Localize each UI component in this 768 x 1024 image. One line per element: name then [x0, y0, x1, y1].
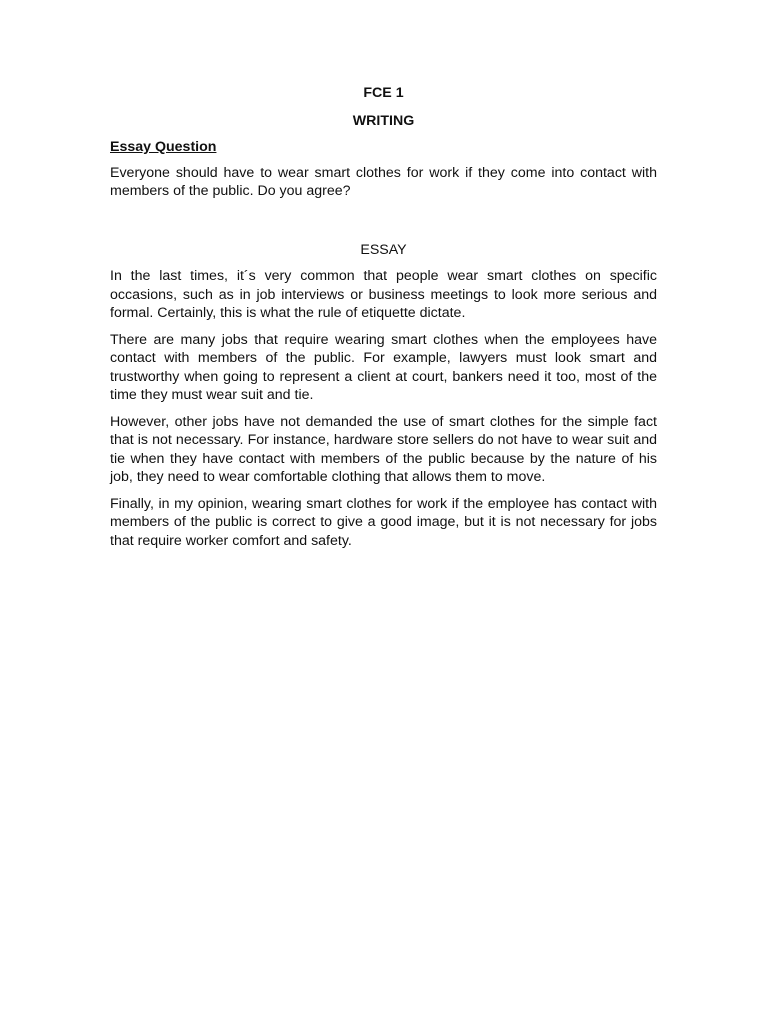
essay-question-heading: Essay Question [110, 139, 217, 155]
essay-paragraph-3: However, other jobs have not demanded the use of smart clothes for the simple fact that is not necessary. For instance, hardware store sellers do not have to wear suit and tie when they have contact with members of the public because by the nature of his job, they need to wear comfortable clothing that allows them to move. [110, 413, 657, 485]
essay-paragraph-4: Finally, in my opinion, wearing smart clothes for work if the employee has contact with members of the public is correct to give a good image, but it is not necessary for jobs that require worker comfort and safety. [110, 495, 657, 549]
essay-paragraph-2: There are many jobs that require wearing smart clothes when the employees have contact with members of the public. For example, lawyers must look smart and trustworthy when going to represent a client at court, bankers need it too, most of the time they must wear suit and tie. [110, 331, 657, 403]
essay-paragraph-1: In the last times, it´s very common that people wear smart clothes on specific occasions, such as in job interviews or business meetings to look more serious and formal. Certainly, this is what the rule of etiquette dictate. [110, 268, 657, 321]
essay-question-text: Everyone should have to wear smart clothes for work if they come into contact with members of the public. Do you agree? [110, 164, 657, 199]
document-title: FCE 1 [363, 85, 404, 101]
essay-heading: ESSAY [360, 241, 407, 258]
document-content [110, 84, 657, 558]
document-subtitle: WRITING [352, 112, 415, 129]
